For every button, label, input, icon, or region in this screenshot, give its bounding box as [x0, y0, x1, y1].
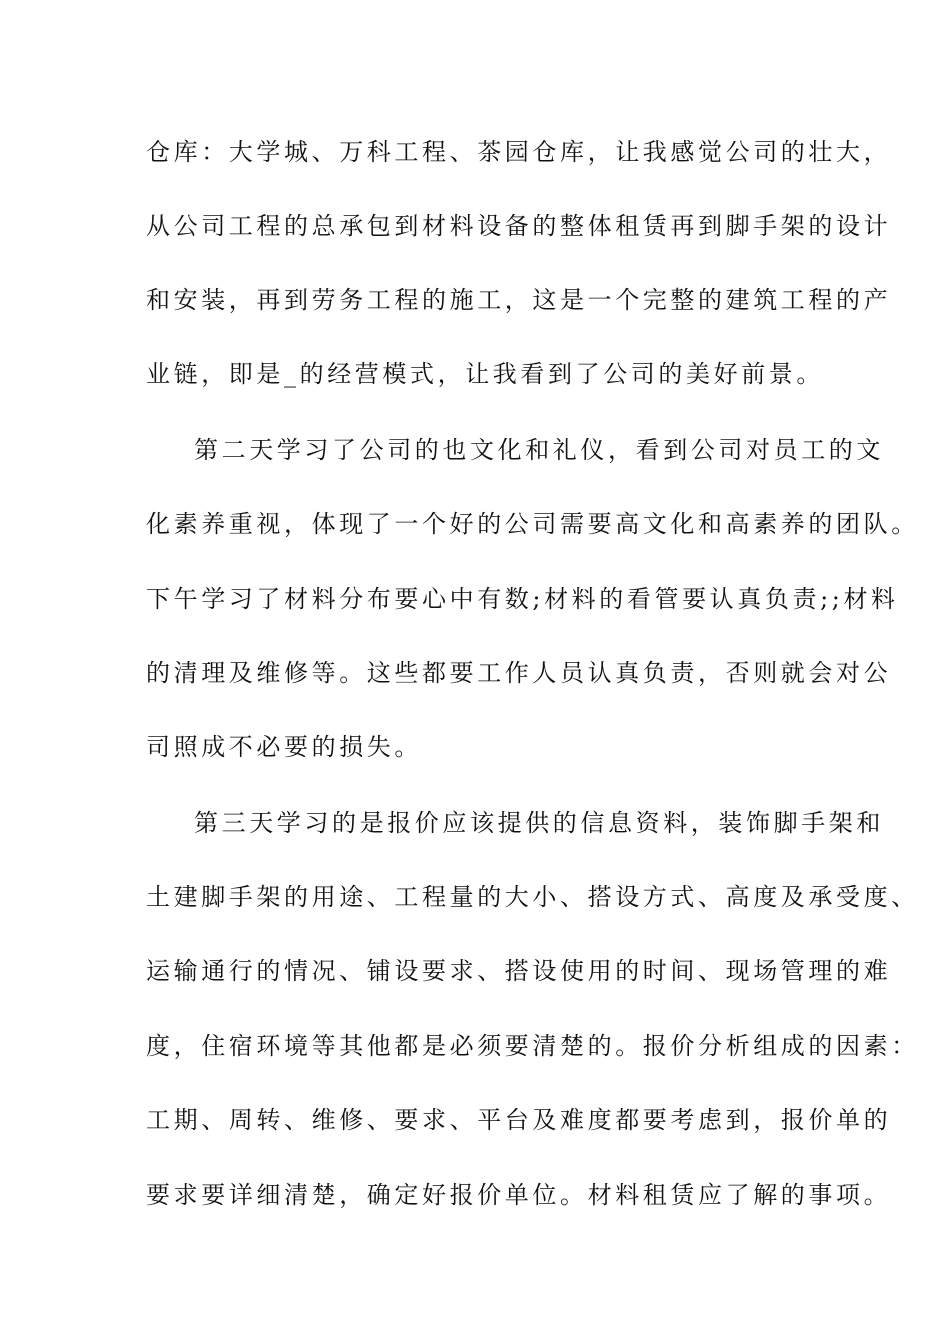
text-line: 仓库：大学城、万科工程、茶园仓库，让我感觉公司的壮大，: [146, 138, 892, 166]
paragraph-start-line: 第二天学习了公司的也文化和礼仪，看到公司对员工的文: [194, 436, 884, 464]
text-line: 下午学习了材料分布要心中有数;材料的看管要认真负责;;材料: [146, 585, 899, 613]
text-line: 从公司工程的总承包到材料设备的整体租赁再到脚手架的设计: [146, 212, 892, 240]
text-line: 业链，即是_的经营模式，让我看到了公司的美好前景。: [146, 360, 824, 388]
text-line: 化素养重视，体现了一个好的公司需要高文化和高素养的团队。: [146, 510, 919, 538]
text-line: 度，住宿环境等其他都是必须要清楚的。报价分析组成的因素：: [146, 1032, 919, 1060]
text-line: 司照成不必要的损失。: [146, 733, 422, 761]
text-line: 土建脚手架的用途、工程量的大小、搭设方式、高度及承受度、: [146, 883, 919, 911]
text-line: 运输通行的情况、铺设要求、搭设使用的时间、现场管理的难: [146, 957, 892, 985]
text-line: 和安装，再到劳务工程的施工，这是一个完整的建筑工程的产: [146, 286, 892, 314]
paragraph-start-line: 第三天学习的是报价应该提供的信息资料，装饰脚手架和: [194, 809, 884, 837]
text-line: 工期、周转、维修、要求、平台及难度都要考虑到，报价单的: [146, 1106, 892, 1134]
text-line: 要求要详细清楚，确定好报价单位。材料租赁应了解的事项。: [146, 1181, 892, 1209]
text-line: 的清理及维修等。这些都要工作人员认真负责，否则就会对公: [146, 659, 892, 687]
